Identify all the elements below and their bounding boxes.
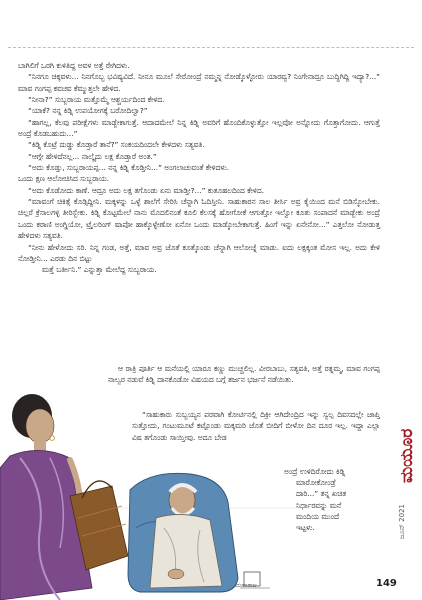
paragraph-10: “ಮಾವಂಗೆ ಚಿಕಿತ್ಸೆ ಕೊಡ್ಸಿದ್ದೀನಿ. ಮಕ್ಕಳನ್ನು ಒಳ್ಳೆ ಶಾಲೆಗೆ ಸೇರಿಸಿ ಚೆನ್ನಾಗಿ ಓದಿಸ್ತೀನಿ. ಸಾಹುಕಾರನ ಸಾಲ ತೀರ್ಸಿ ಅವ್ರ ಕೈಯಿಂದ ಮನೆ ಬಿಡಿಸ್ಕೋಬೇಕು. ಚಿಲ್ಲರೆ ಕ್ರೆಸಾಲಗಳ್ಳಿ ತೀರಿಸ್ಬೇಕು. ಕಿಡ್ನಿ ಕೊಟ್ಟಮೇಲೆ ನಾನು ಮೊದಲಿನಂತೆ ಕೂಲಿ ಕೆಲಸಕ್ಕೆ ಹೋಗೋಕೆ ಆಗುತ್ತೋ ಇಲ್ವೋ ಕೂತು ಸಂಪಾದನೆ ಮಾಡ್ಬೇಕು ಅಂದ್ರೆ ಒಂದು ಕರಾಣಿ ಅಂಗ್ಡಿಯೋ, ಟ್ರೈಲರಿಂಗ್ ಷಾಪೋ ಹಾಕ್ಕೊಳ್ಳೇಣೋ ಏನೋ ಒಂದು ಮಾಡ್ಕೋಬೇಕಾಗುತ್ತೆ. ಹಿಂಗೆ ಇನ್ನು ಏನೇನೋ...” ಎತ್ತಲೋ ನೋಡುತ್ತ ಹೇಳಿದಳು ಸತ್ಯವತಿ. [18, 197, 380, 241]
paragraph-5: “ಕಿಡ್ನಿ ಕೊಟ್ರೆ ದುಡ್ಡು ಕೊಡ್ತಾರೆ ತಾನೆ?” ಸಂಕಯದಿಂದಲೇ ಕೇಳಿದಳು ಸತ್ಯವತಿ. [28, 140, 205, 150]
paragraph-9: “ಅದು ಕೊಡೋದು ಕಾಣೆ. ಆದ್ರೂ ಅದು ಲಕ್ಷ ತಗೊಂಡು ಏನು ಮಾಡ್ತೀ?...” ಕುತೂಹಲದಿಂದ ಕೇಳಿದ. [28, 185, 265, 195]
issue-date: ಜೂನ್ 2021 [398, 504, 406, 540]
wrap-text-6: ಮಂದಿಯ ಮುಂದೆ [296, 512, 340, 521]
paragraph-0: ಬಾಗಿಲಿಗೆ ಒರಗಿ ಕುಳಿತಿದ್ದ ಅವಳ ಅತ್ತೆ ರೇಗಿದಳು. [18, 61, 130, 70]
paragraph-1: “ನಿನಗೂ ಚಿಕ್ಕವಳು... ನಿನಗೊಬ್ಬ ಭವಿಷ್ಯವಿದೆ. ನೀನೂ ಮೂಲೆ ಸೇರೋಂದ್ರೆ ನಮ್ಮನ್ನ ನೋಡ್ಕೊಳ್ಳೋರು ಯಾರವ್ವ? ನಿಂಗೇನಾದ್ರೂ ಬುದ್ಧಿಗಿದ್ದಿ ಇದ್ಯಾ?...” ಮಾವ ಗಂಗಪ್ಪ ಕವಚವ ಕೆಮ್ಮುತ್ತಲೇ ಹೇಳಿದ. [18, 72, 380, 93]
paragraph-2: “ನೀನಾ?” ಸುಬ್ಬರಾಯ ಮತ್ತೊಮ್ಮೆ ಆಶ್ಚರ್ಯದಿಂದ ಕೇಳಿದ. [28, 95, 165, 105]
wrap-text-7: ಇಟ್ಟಳು. [296, 523, 315, 532]
man-shawl [150, 514, 222, 588]
earring [50, 436, 55, 441]
wrap-text-3: ಮಾರೋಕೋಂಡ್ರೆ [296, 478, 336, 487]
wrap-text-1: “ಸಾಹುಕಾರು ಸುಬ್ಬಯ್ಯನ ಪರವಾಗಿ ಕೋರ್ಟಿನಲ್ಲಿ ದಿಕ್ರೀ ಆಗಿದೇಂದ್ರಿದ ಇನ್ನು ಸ್ವಲ್ಪ ದಿವಸದಲ್ಲೇ ಜಾಪ್ತಿ ಸುತ್ತೋದು, ಗಂಟುಮೂಟೆ ಕಟ್ಟೊಂಡು ಮಕ್ಕಮರಿ ಜೊತೆ ಬೀದಿಗೆ ಬೀಳೋ ದಿನ ದೂರ ಇಲ್ಲ. ಇದ್ದಾ ಎಲ್ಲಾ ವಿಷ ತಗೊಂಡು ಸಾಯ್ತೀವು. ಅದೂ ಬೇಡ [132, 410, 380, 442]
paragraph-4: “ಹಾಗಲ್ಲ, ಕೆಲವು ಪರೀಕ್ಷೆಗಳು ಮಾಡ್ಬೇಕಾಗುತ್ತೆ. ಆದಾದಮೇಲೆ ನಿನ್ನ ಕಿಡ್ನಿ ಅವರಿಗೆ ಹೊಂದಿಕೊಳ್ಳುತ್ತೋ ಇಲ್ಲವೋ ಅನ್ನೋದು ಗೊತ್ತಾಗೋದು. ಆಗುತ್ತೆ ಅಂದ್ರೆ ಕೊಡಬಹುದು...” [18, 117, 380, 139]
magazine-title: ಮಯೂರ [397, 428, 417, 484]
wrap-text-2: ಅಂದ್ರೆ ಉಳಿದಿರೋದು ಕಿಡ್ನಿ [284, 467, 346, 476]
page-number: 149 [376, 578, 397, 589]
wrap-text-0: ಆ ರಾತ್ರಿ ಪೂರ್ತಿ ಆ ಮನೆಯಲ್ಲಿ ಯಾರೂ ಕಣ್ಣು ಮುಚ್ಚಲಿಲ್ಲ. ವೀರಬಾಬು, ಸತ್ಯವತಿ, ಅತ್ತೆ ರತ್ನಮ್ಮ, ಮಾವ ಗಂಗಪ್ಪ ನಾಲ್ವರ ನಡುವೆ ಕಿಡ್ನಿ ದಾನಕೊಡೋ ವಿಷಯದ ಬಗ್ಗೆ ತರ್ಜನ ಭರ್ಜನೆ ನಡೆಯಿತು. [108, 364, 380, 385]
illustration-drawing [0, 378, 310, 600]
header-rule [8, 47, 414, 48]
story-text [18, 60, 380, 276]
paragraph-7: “ಅದು ಕೊಡ್ತು, ಸುಬ್ಬರಾಯಪ್ಪ... ನನ್ನ ಕಿಡ್ನಿ ಕೊಡ್ತೀನಿ...” ಅಂಗಲಾಚುವಂತೆ ಕೇಳಿದಳು. [28, 163, 230, 173]
wrap-text-4: ದಾರಿ...” ತನ್ನ ಖಚಿತ [296, 489, 347, 498]
artist-signature: ಮಹಾರಾಜ [235, 582, 257, 589]
paragraph-8: ಒಂದು ಕ್ಷಣ ಆಲೋಚಿಸಿದ ಸುಬ್ಬರಾಯ. [18, 174, 110, 184]
paragraph-12: ಮತ್ತೆ ಬರ್ತೀನಿ.” ಎನ್ನುತ್ತಾ ಮೇಲೆದ್ದ ಸುಬ್ಬರಾಯ. [42, 265, 157, 275]
paragraph-11: “ನೀನು ಹೇಳೋದು ಸರಿ. ನಿನ್ನ ಗಂಡ, ಅತ್ತೆ, ಮಾವ ಅವ್ರ ಜೊತೆ ಕೂತ್ಕೊಂಡು ಚೆನ್ನಾಗಿ ಆಲೋಚ್ನೆ ಮಾಡು. ಐದು ಲಕ್ಷಕ್ಕಂತ ಮೋಸ ಇಲ್ಲ. ಅದು ಕೇಳಿ ನೋಡ್ತೀನಿ... ಎರಡು ದಿನ ಬಿಟ್ಟು [18, 242, 380, 263]
paragraph-6: “ಆಗ್ಗೇ ಹೇಳಿದೆನಲ್ಲ... ನಾಲ್ಕೈದು ಲಕ್ಷ ಕೊಡ್ತಾರೆ ಅಂತ.” [28, 151, 157, 161]
paragraph-3: “ಯಾಕೆ? ನನ್ನ ಕಿಡ್ನಿ ಉಪಯೋಗಕ್ಕೆ ಬರೋದಿಲ್ವಾ?” [28, 106, 148, 116]
story-illustration [0, 378, 310, 600]
wrap-text-5: ನಿರ್ಧಾರವನ್ನು ಮನೆ [296, 501, 342, 510]
